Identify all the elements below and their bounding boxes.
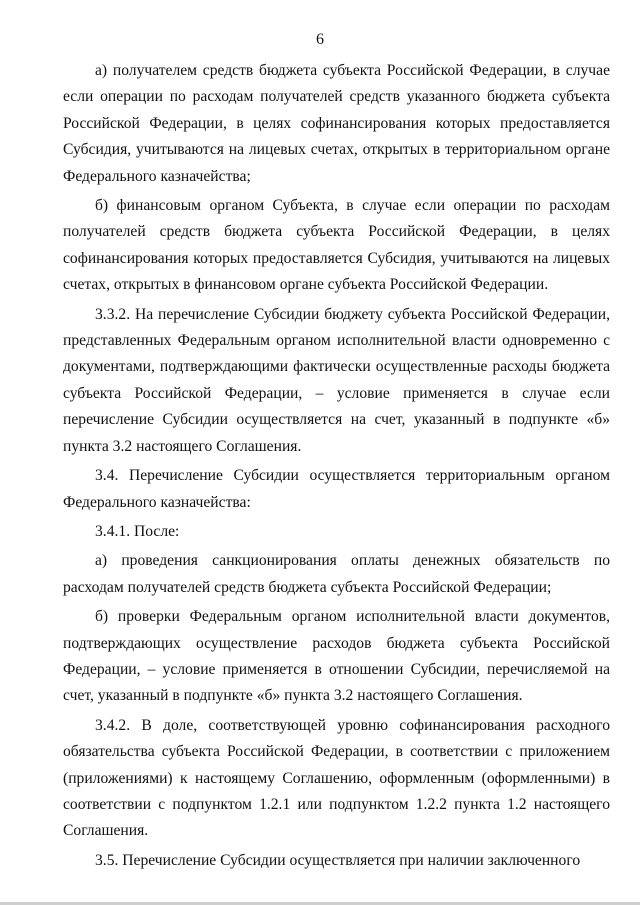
paragraph-3-4: 3.4. Перечисление Субсидии осуществляется территориальным органом Федерального казначейства: xyxy=(63,467,610,511)
paragraph-3-5: 3.5. Перечисление Субсидии осуществляется при наличии заключенного xyxy=(95,851,581,869)
page-number: 6 xyxy=(316,31,324,48)
document-body xyxy=(63,58,610,877)
paragraph-3-4-1: 3.4.1. После: xyxy=(95,522,180,540)
paragraph-3-4-2: 3.4.2. В доле, соответствующей уровню софинансирования расходного обязательства субъекта Российской Федерации, в соответствии с приложением (приложениями) к настоящему Соглашению, оформленным (оформленными) в соответствии с подпунктом 1.2.1 или подпунктом 1.2.2 пункта 1.2 настоящего Соглашения. xyxy=(63,716,610,840)
paragraph-3-3-2: 3.3.2. На перечисление Субсидии бюджету субъекта Российской Федерации, представленных Федеральным органом исполнительной власти одновременно с документами, подтверждающими фактически осуществленные расходы бюджета субъекта Российской Федерации, – условие применяется в случае если перечисление Субсидии осуществляется на счет, указанный в подпункте «б» пункта 3.2 настоящего Соглашения. xyxy=(63,305,610,455)
paragraph-3-3-1-b: б) финансовым органом Субъекта, в случае если операции по расходам получателей средств бюджета субъекта Российской Федерации, в целях софинансирования которых предоставляется Субсидия, учитываются на лицевых счетах, открытых в финансовом органе субъекта Российской Федерации. xyxy=(63,197,610,294)
paragraph-3-3-1-a: а) получателем средств бюджета субъекта Российской Федерации, в случае если операции по расходам получателей средств указанного бюджета субъекта Российской Федерации, в целях софинансирования которых предоставляется Субсидия, учитываются на лицевых счетах, открытых в территориальном органе Федерального казначейства; xyxy=(63,62,610,185)
paragraph-3-4-1-a: а) проведения санкционирования оплаты денежных обязательств по расходам получателей средств бюджета субъекта Российской Федерации; xyxy=(63,552,610,596)
paragraph-3-4-1-b: б) проверки Федеральным органом исполнительной власти документов, подтверждающих осуществление расходов бюджета субъекта Российской Федерации, – условие применяется в отношении Субсидии, перечисляемой на счет, указанный в подпункте «б» пункта 3.2 настоящего Соглашения. xyxy=(63,608,610,705)
